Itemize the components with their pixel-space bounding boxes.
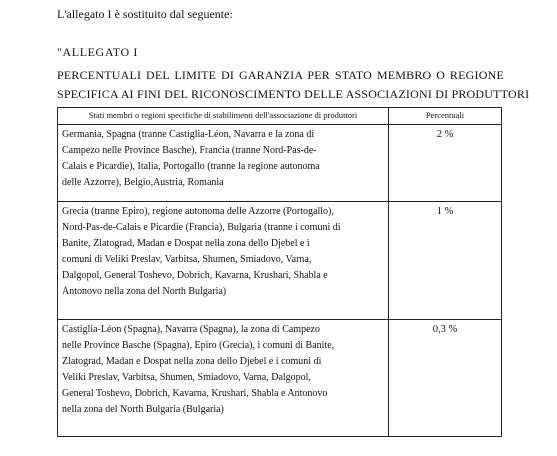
percentage-cell: 1 % [389,202,502,320]
annex-title-line-2: SPECIFICA AI FINI DEL RICONOSCIMENTO DELLE ASSOCIAZIONI DI PRODUTTORI [57,87,530,101]
cell-line: Dalgopol, General Toshevo, Dobrich, Kavarna, Krushari, Shabla e [62,270,328,281]
cell-line: Banite, Zlatograd, Madan e Dospat nella zona dello Djebel e i [62,238,310,249]
regions-cell [58,202,389,320]
percentage-cell: 0,3 % [389,320,502,437]
intro-line: L'allegato I è sostituito dal seguente: [57,7,233,21]
cell-line: nelle Province Basche (Spagna), Epiro (Grecia), i comuni di Banite, [62,340,335,351]
regions-cell [58,125,389,202]
cell-line: delle Azzorre), Belgio,Austria, Romania [62,177,224,188]
cell-line: Castiglia-Léon (Spagna), Navarra (Spagna), la zona di Campezo [62,324,320,335]
regions-cell [58,320,389,437]
header-percentage: Percentuali [389,108,502,125]
cell-line: Veliki Preslav, Varbitsa, Shumen, Smiadovo, Varna, Dalgopol, [62,372,311,383]
annex-label: "ALLEGATO I [57,45,138,59]
cell-line: Campezo nelle Province Basche), Francia (tranne Nord-Pas-de- [62,145,317,156]
cell-line: comuni di Veliki Preslav, Varbitsa, Shumen, Smiadovo, Varna, [62,254,312,265]
table-row [58,202,502,320]
cell-line: Calais e Picardie), Italia, Portogallo (tranne la regione autonoma [62,161,320,172]
annex-title-line-1: PERCENTUALI DEL LIMITE DI GARANZIA PER STATO MEMBRO O REGIONE [57,68,504,82]
cell-line: Grecia (tranne Epiro), regione autonoma delle Azzorre (Portogallo), [62,206,334,217]
table-row [58,320,502,437]
header-regions: Stati membri o regioni specifiche di stabilimenti dell'associazione di produttori [58,108,389,125]
table-row [58,125,502,202]
cell-line: Zlatograd, Madan e Dospat nella zona dello Djebel e i comuni di [62,356,322,367]
cell-line: Germania, Spagna (tranne Castiglia-Léon, Navarra e la zona di [62,129,315,140]
percentage-cell: 2 % [389,125,502,202]
cell-line: Nord-Pas-de-Calais e Picardie (Francia), Bulgaria (tranne i comuni di [62,222,341,233]
annex-title [57,66,530,104]
cell-line: nella zona del North Bulgaria (Bulgaria) [62,404,224,415]
cell-line: Antonovo nella zona del North Bulgaria) [62,286,227,297]
percentages-table [57,107,502,437]
table-header-row [58,108,502,125]
cell-line: General Toshevo, Dobrich, Kavarna, Krushari, Shabla e Antonovo [62,388,328,399]
